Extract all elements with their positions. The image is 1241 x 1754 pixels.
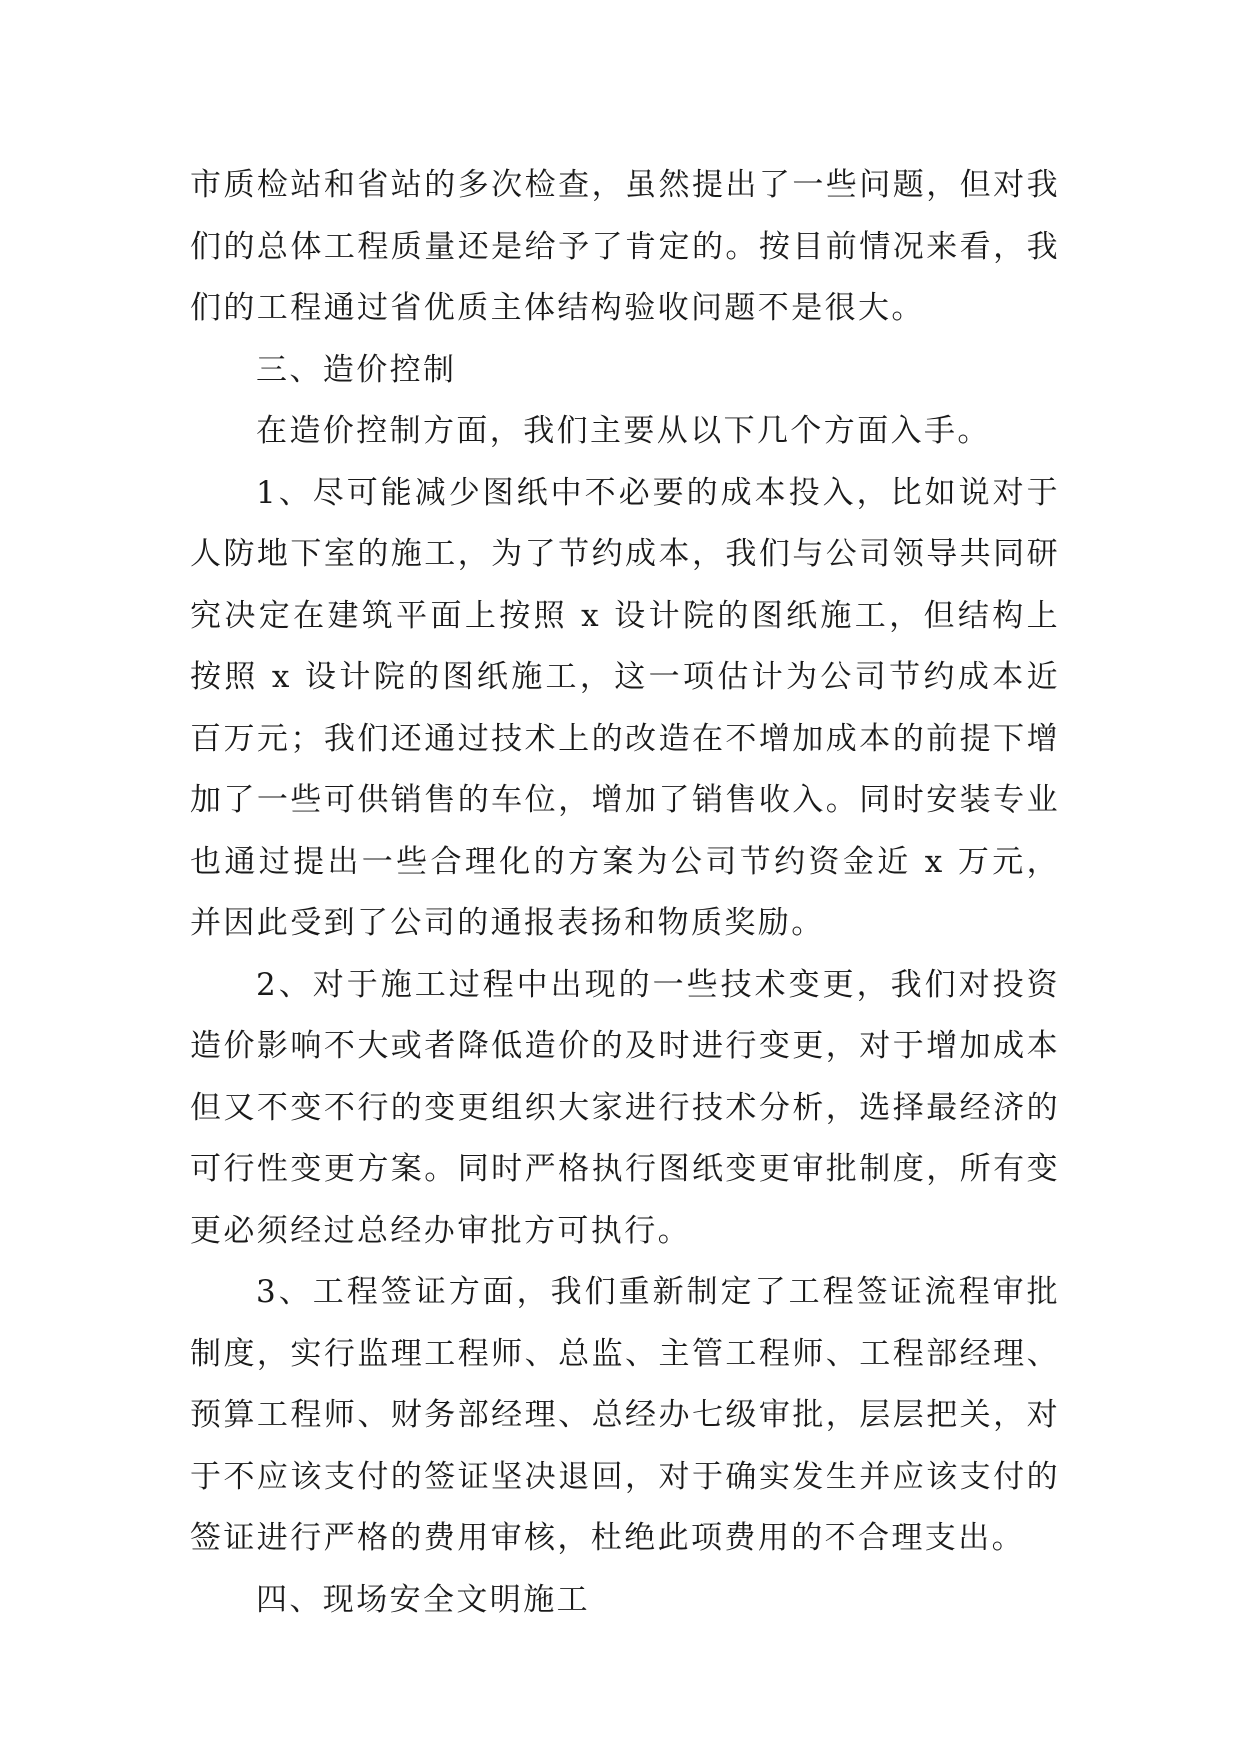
document-body (190, 155, 1060, 1631)
paragraph-item-2: 2、对于施工过程中出现的一些技术变更，我们对投资造价影响不大或者降低造价的及时进行变更，对于增加成本但又不变不行的变更组织大家进行技术分析，选择最经济的可行性变更方案。同时严格执行图纸变更审批制度，所有变更必须经过总经办审批方可执行。 (190, 966, 1060, 1249)
paragraph-cost-control-intro: 在造价控制方面，我们主要从以下几个方面入手。 (256, 413, 991, 449)
section-heading-site-safety: 四、现场安全文明施工 (256, 1581, 590, 1618)
paragraph-item-1: 1、尽可能减少图纸中不必要的成本投入，比如说对于人防地下室的施工，为了节约成本，我们与公司领导共同研究决定在建筑平面上按照 x 设计院的图纸施工，但结构上按照 x 设计院的图纸施工，这一项估计为公司节约成本近百万元；我们还通过技术上的改造在不增加成本的前提下增加了一些可供销售的车位，增加了销售收入。同时安装专业也通过提出一些合理化的方案为公司节约资金近 x 万元，并因此受到了公司的通报表扬和物质奖励。 (190, 474, 1060, 941)
section-heading-cost-control: 三、造价控制 (256, 351, 457, 388)
paragraph-quality-inspection: 市质检站和省站的多次检查，虽然提出了一些问题，但对我们的总体工程质量还是给予了肯定的。按目前情况来看，我们的工程通过省优质主体结构验收问题不是很大。 (190, 167, 1060, 326)
paragraph-item-3: 3、工程签证方面，我们重新制定了工程签证流程审批制度，实行监理工程师、总监、主管工程师、工程部经理、预算工程师、财务部经理、总经办七级审批，层层把关，对于不应该支付的签证坚决退回，对于确实发生并应该支付的签证进行严格的费用审核，杜绝此项费用的不合理支出。 (190, 1274, 1060, 1556)
